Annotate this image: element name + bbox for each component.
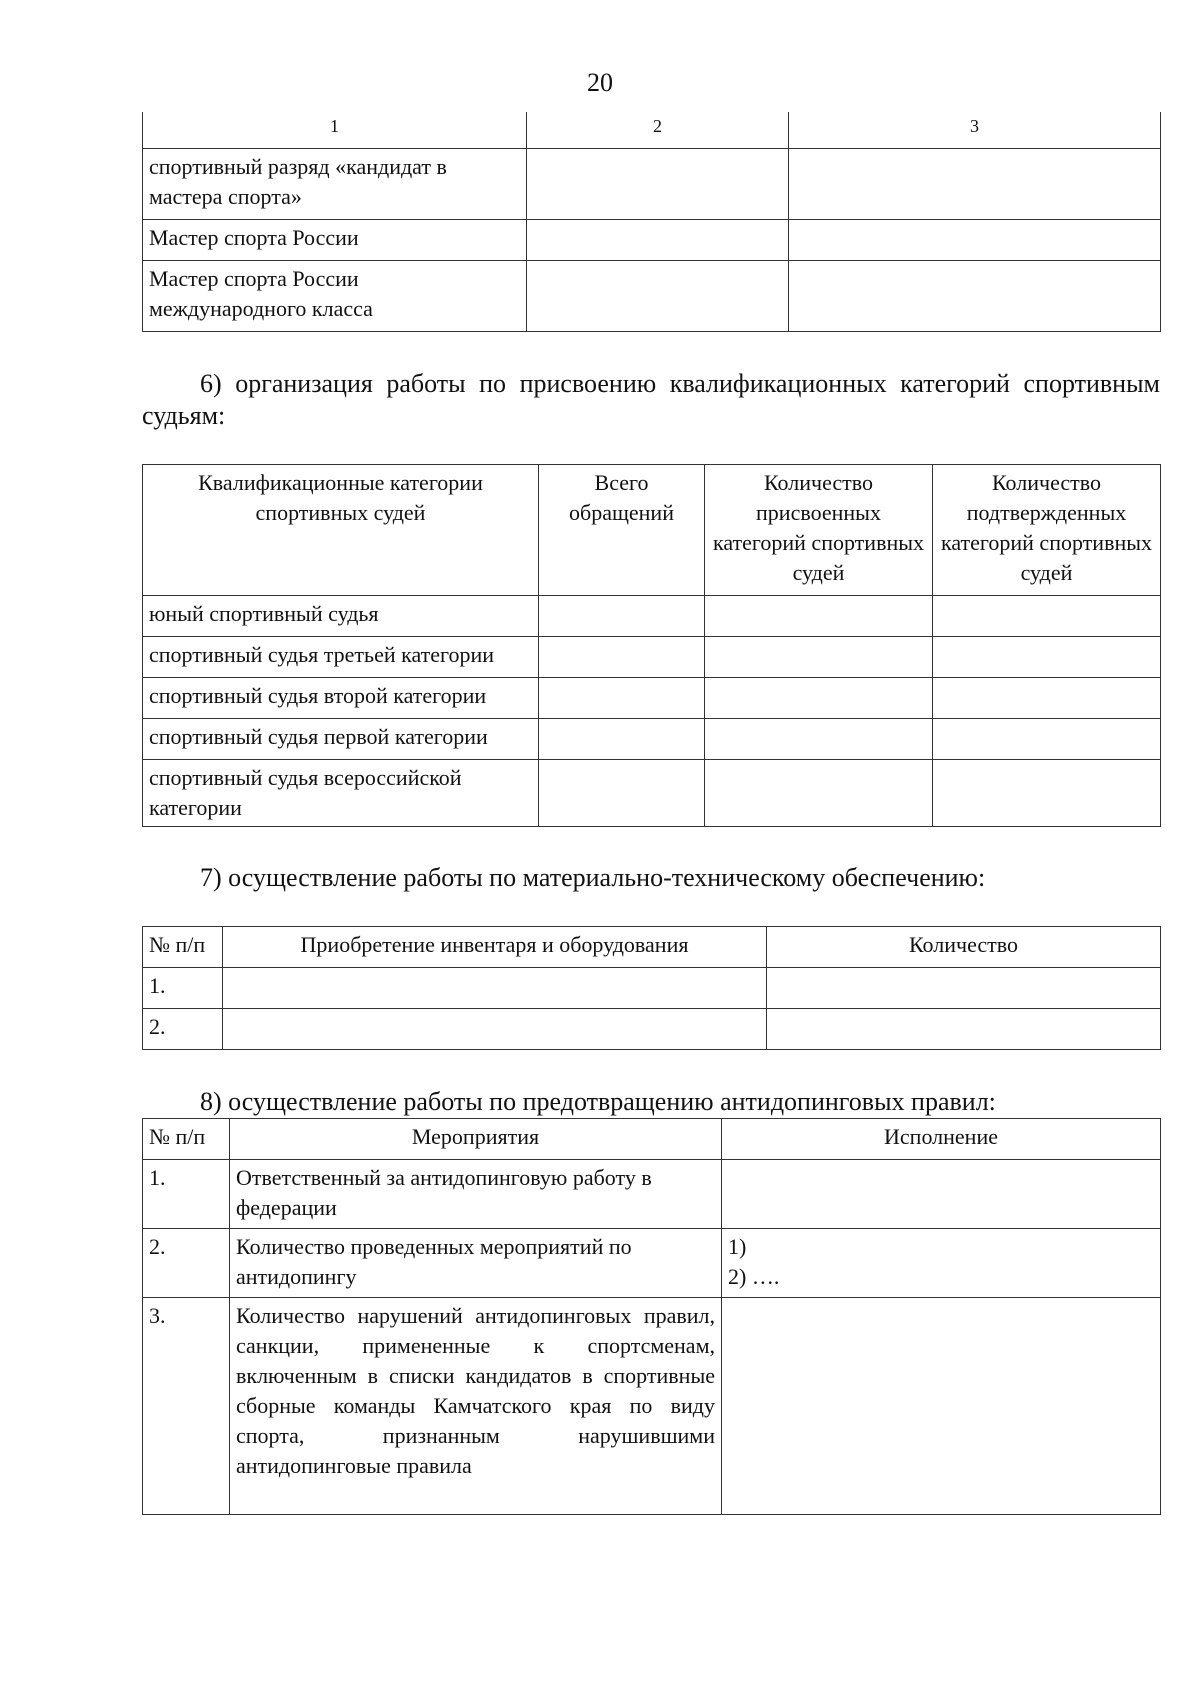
- table-cell: [933, 719, 1161, 760]
- table-row: [143, 220, 1161, 261]
- table-column-numbers-row: [143, 112, 1161, 149]
- category-name: спортивный судья всероссийской категории: [143, 760, 539, 827]
- rank-name: Мастер спорта России международного класса: [143, 261, 527, 332]
- table-cell: [539, 637, 705, 678]
- section-7-heading: 7) осуществление работы по материально-техническому обеспечению:: [200, 863, 986, 892]
- table-cell: [789, 220, 1161, 261]
- category-name: спортивный судья первой категории: [143, 719, 539, 760]
- table-cell: [933, 760, 1161, 827]
- table-cell: [539, 678, 705, 719]
- page-number: 20: [587, 68, 613, 97]
- table-cell: [789, 261, 1161, 332]
- table-row: [143, 261, 1161, 332]
- table-row: [143, 760, 1161, 827]
- table-cell: [527, 220, 789, 261]
- judge-categories-table: [142, 464, 1161, 827]
- rank-name: спортивный разряд «кандидат в мастера спорта»: [143, 149, 527, 220]
- table-row: [143, 149, 1161, 220]
- table-cell: [933, 637, 1161, 678]
- row-number: 3.: [143, 1298, 230, 1515]
- column-header: Исполнение: [722, 1119, 1161, 1160]
- table-row: [143, 1160, 1161, 1229]
- execution-line: 1): [728, 1234, 747, 1259]
- table-cell: [933, 596, 1161, 637]
- column-header: Квалификационные категории спортивных судей: [143, 465, 539, 596]
- row-number: 2.: [143, 1229, 230, 1298]
- column-header: Мероприятия: [230, 1119, 722, 1160]
- execution-cell: [722, 1229, 1161, 1298]
- table-cell: [767, 968, 1161, 1009]
- execution-line: 2) ….: [728, 1264, 780, 1289]
- table-cell: [539, 596, 705, 637]
- event-description: Ответственный за антидопинговую работу в федерации: [230, 1160, 722, 1229]
- section-8-heading: 8) осуществление работы по предотвращению антидопинговых правил:: [200, 1087, 996, 1116]
- table-cell: [223, 1009, 767, 1050]
- table-cell: [539, 760, 705, 827]
- category-name: спортивный судья третьей категории: [143, 637, 539, 678]
- column-header: Количество подтвержденных категорий спортивных судей: [933, 465, 1161, 596]
- column-number: 2: [527, 112, 789, 149]
- table-header-row: [143, 927, 1161, 968]
- column-number: 3: [789, 112, 1161, 149]
- row-number: 2.: [143, 1009, 223, 1050]
- table-cell: [722, 1298, 1161, 1515]
- category-name: юный спортивный судья: [143, 596, 539, 637]
- table-cell: [223, 968, 767, 1009]
- equipment-table: [142, 926, 1161, 1050]
- table-cell: [767, 1009, 1161, 1050]
- column-header: Количество: [767, 927, 1161, 968]
- table-cell: [539, 719, 705, 760]
- table-cell: [705, 760, 933, 827]
- table-header-row: [143, 1119, 1161, 1160]
- table-cell: [933, 678, 1161, 719]
- table-row: [143, 1009, 1161, 1050]
- table-cell: [722, 1160, 1161, 1229]
- anti-doping-table: [142, 1118, 1161, 1515]
- table-row: [143, 1229, 1161, 1298]
- sports-ranks-table: [142, 112, 1161, 332]
- column-number: 1: [143, 112, 527, 149]
- table-cell: [705, 596, 933, 637]
- table-row: [143, 968, 1161, 1009]
- table-cell: [705, 719, 933, 760]
- column-header: Количество присвоенных категорий спортивных судей: [705, 465, 933, 596]
- row-number: 1.: [143, 968, 223, 1009]
- table-cell: [789, 149, 1161, 220]
- rank-name: Мастер спорта России: [143, 220, 527, 261]
- column-header: № п/п: [143, 1119, 230, 1160]
- column-header: № п/п: [143, 927, 223, 968]
- event-description: Количество проведенных мероприятий по антидопингу: [230, 1229, 722, 1298]
- table-row: [143, 637, 1161, 678]
- column-header: Приобретение инвентаря и оборудования: [223, 927, 767, 968]
- table-cell: [705, 678, 933, 719]
- table-row: [143, 1298, 1161, 1515]
- table-row: [143, 719, 1161, 760]
- event-description: Количество нарушений антидопинговых правил, санкции, примененные к спортсменам, включенным в списки кандидатов в спортивные сборные команды Камчатского края по виду спорта, признанным нарушившими антидопинговые правила: [230, 1298, 722, 1515]
- table-header-row: [143, 465, 1161, 596]
- section-6-heading: 6) организация работы по присвоению квалификационных категорий спортивным судьям:: [142, 369, 1160, 430]
- column-header: Всего обращений: [539, 465, 705, 596]
- table-row: [143, 678, 1161, 719]
- table-cell: [705, 637, 933, 678]
- table-row: [143, 596, 1161, 637]
- table-cell: [527, 149, 789, 220]
- category-name: спортивный судья второй категории: [143, 678, 539, 719]
- table-cell: [527, 261, 789, 332]
- row-number: 1.: [143, 1160, 230, 1229]
